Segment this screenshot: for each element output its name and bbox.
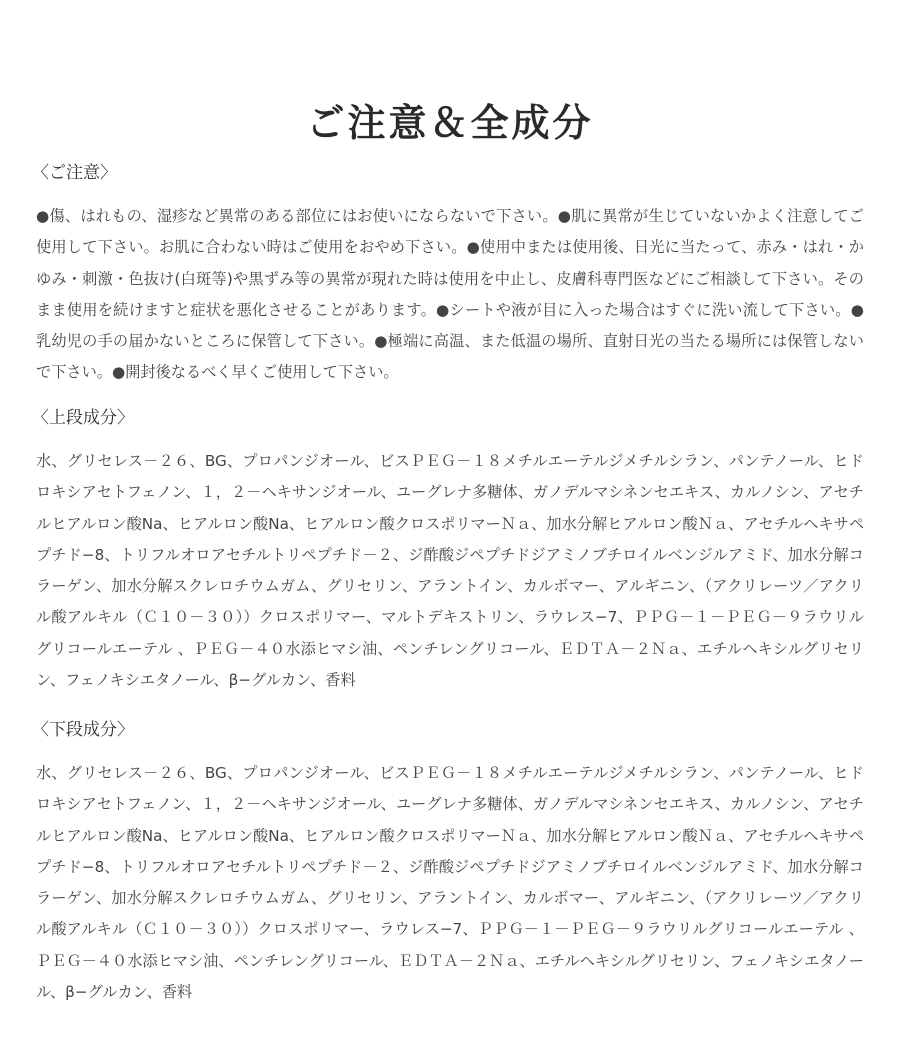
caution-section [32,161,864,389]
upper-ingredients-list: 水、グリセレス－２６、BG、プロパンジオール、ビスＰＥＧ－１８メチルエーテルジメチルシラン、パンテノール、ヒドロキシアセトフェノン、１，２－ヘキサンジオール、ユーグレナ多糖体、ガノデルマシネンセエキス、カルノシン、アセチルヒアルロン酸Na、ヒアルロン酸Na、ヒアルロン酸クロスポリマーＮａ、加水分解ヒアルロン酸Ｎａ、アセチルヘキサペプチド−8、トリフルオロアセチルトリペプチド－２、ジ酢酸ジペプチドジアミノブチロイルベンジルアミド、加水分解コラーゲン、加水分解スクレロチウムガム、グリセリン、アラントイン、カルボマー、アルギニン、（アクリレーツ／アクリル酸アルキル（Ｃ１０－３０））クロスポリマー、マルトデキストリン、ラウレス−7、ＰＰＧ－１－ＰＥＧ－９ラウリルグリコールエーテル 、ＰＥＧ－４０水添ヒマシ油、ペンチレングリコール、ＥＤＴＡ－２Ｎａ、エチルヘキシルグリセリン、フェノキシエタノール、β−グルカン、香料 [36,452,865,690]
upper-ingredients-heading: 〈上段成分〉 [32,408,134,428]
upper-ingredients-section [32,406,865,696]
lower-ingredients-section [32,718,865,1008]
caution-text: ●傷、はれもの、湿疹など異常のある部位にはお使いにならないで下さい。●肌に異常が生じていないかよく注意してご使用して下さい。お肌に合わない時はご使用をおやめ下さい。●使用中または使用後、日光に当たって、赤み・はれ・かゆみ・刺激・色抜け(白斑等)や黒ずみ等の異常が現れた時は使用を中止し、皮膚科専門医などにご相談して下さい。そのまま使用を続けますと症状を悪化させることがあります。●シートや液が目に入った場合はすぐに洗い流して下さい。●乳幼児の手の届かないところに保管して下さい。●極端に高温、また低温の場所、直射日光の当たる場所には保管しないで下さい。●開封後なるべく早くご使用して下さい。 [36,207,864,382]
lower-ingredients-heading: 〈下段成分〉 [32,720,134,740]
caution-heading: 〈ご注意〉 [32,163,117,183]
lower-ingredients-list: 水、グリセレス－２６、BG、プロパンジオール、ビスＰＥＧ－１８メチルエーテルジメチルシラン、パンテノール、ヒドロキシアセトフェノン、１，２－ヘキサンジオール、ユーグレナ多糖体、ガノデルマシネンセエキス、カルノシン、アセチルヒアルロン酸Na、ヒアルロン酸Na、ヒアルロン酸クロスポリマーＮａ、加水分解ヒアルロン酸Ｎａ、アセチルヘキサペプチド−8、トリフルオロアセチルトリペプチド－２、ジ酢酸ジペプチドジアミノブチロイルベンジルアミド、加水分解コラーゲン、加水分解スクレロチウムガム、グリセリン、アラントイン、カルボマー、アルギニン、（アクリレーツ／アクリル酸アルキル（Ｃ１０－３０））クロスポリマー、ラウレス−7、ＰＰＧ－１－ＰＥＧ－９ラウリルグリコールエーテル 、ＰＥＧ－４０水添ヒマシ油、ペンチレングリコール、ＥＤＴＡ－２Ｎａ、エチルヘキシルグリセリン、フェノキシエタノール、β−グルカン、香料 [36,764,865,1002]
page-title: ご注意＆全成分 [306,100,594,146]
